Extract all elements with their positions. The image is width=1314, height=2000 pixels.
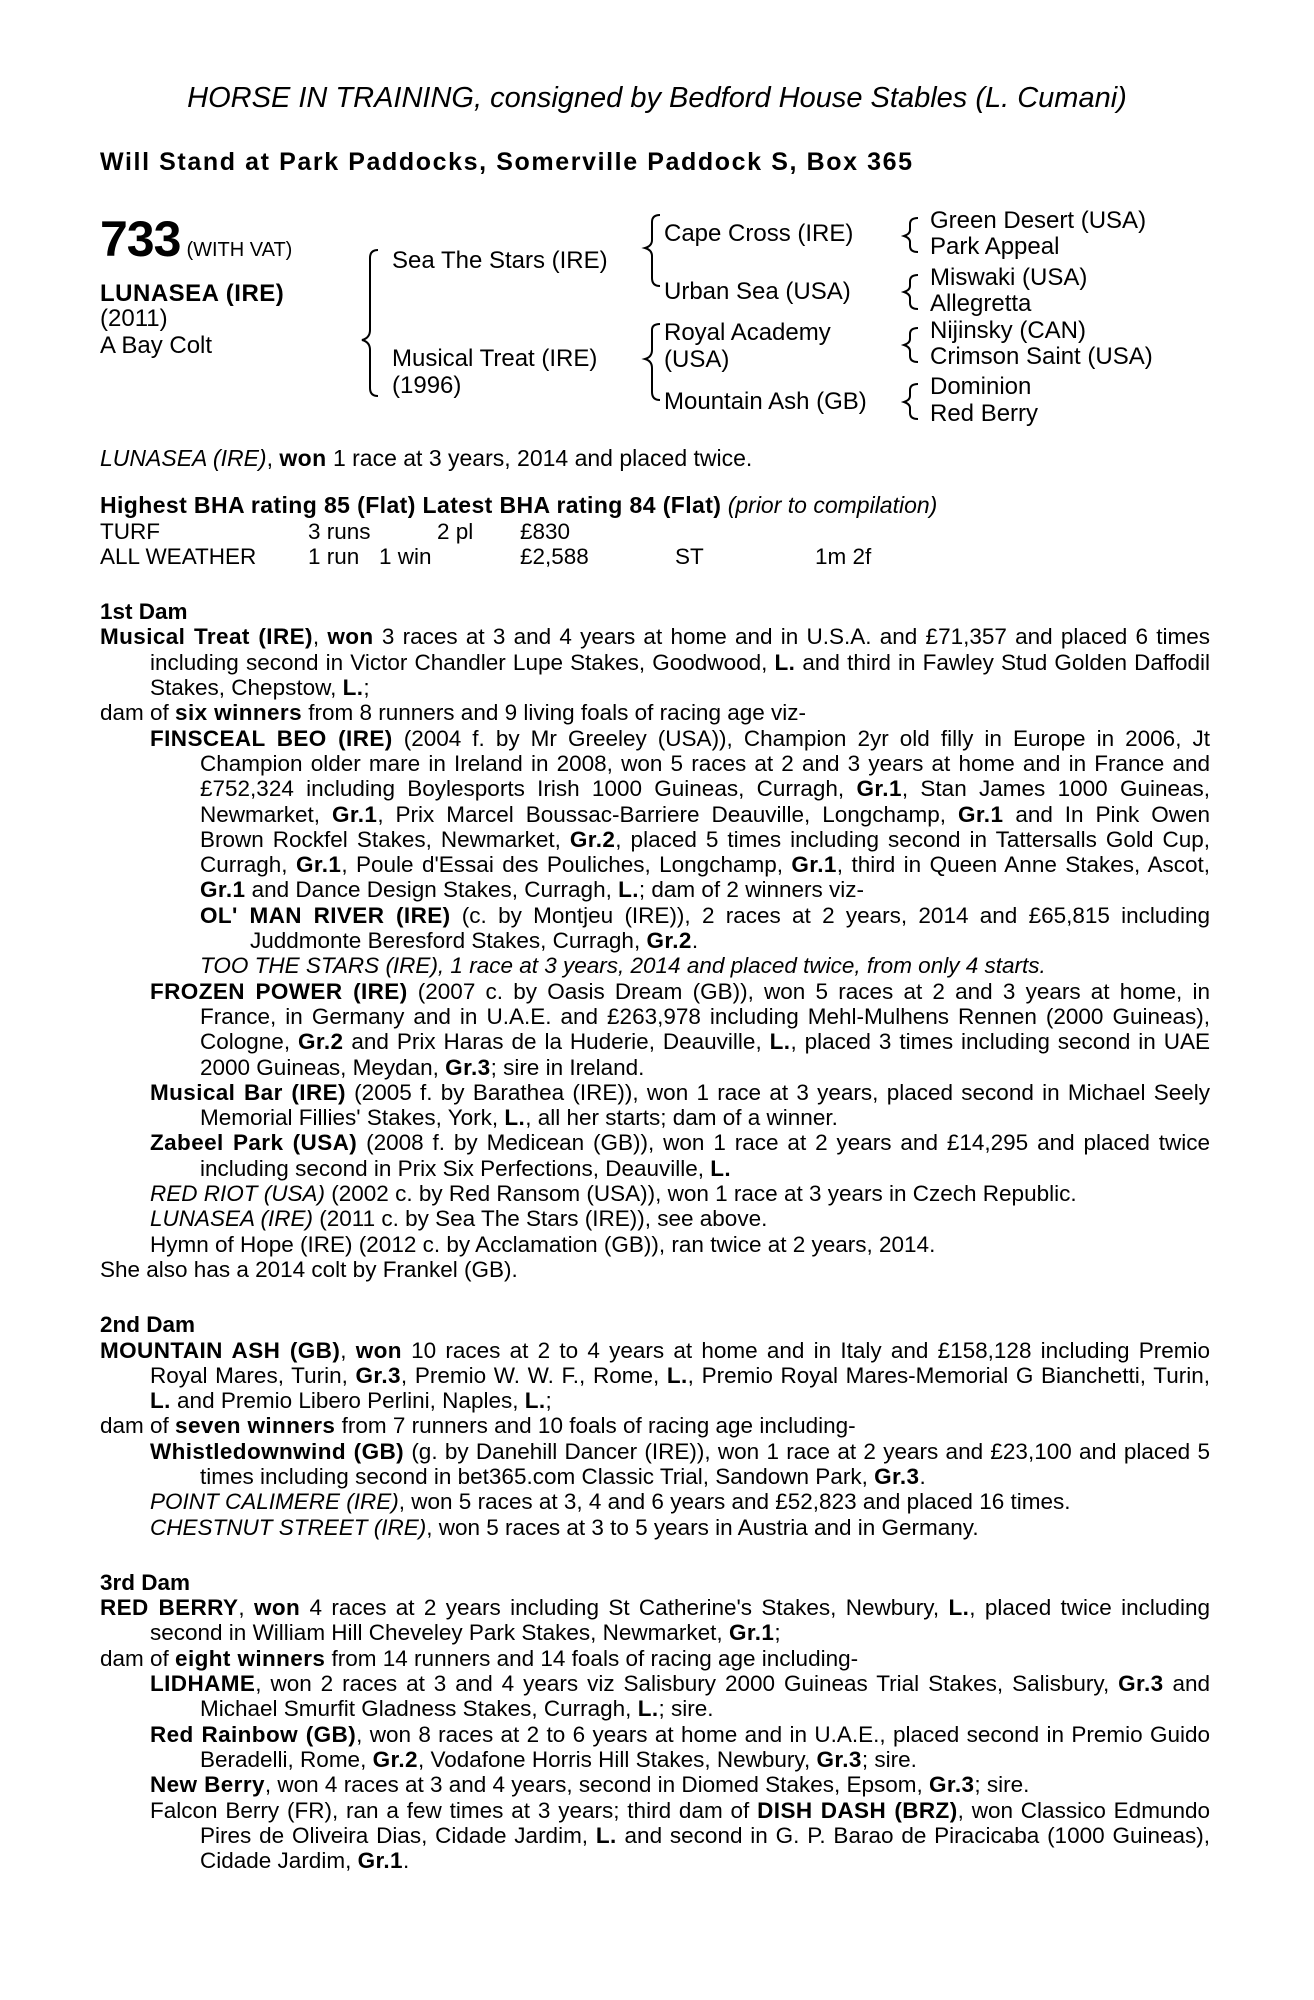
produce-red-riot: RED RIOT (USA) (2002 c. by Red Ransom (USA)), won 1 race at 3 years in Czech Republic. — [150, 1181, 1077, 1207]
first-dam-heading: 1st Dam — [100, 599, 188, 625]
turf-record: TURF 3 runs 2 pl £830 — [100, 518, 571, 544]
produce-musical-bar: Musical Bar (IRE) (2005 f. by Barathea (IRE)), won 1 race at 3 years, placed second in Michael Seely Memorial Fillies' Stakes, York, L., all her starts; dam of a winner. — [150, 1079, 1210, 1131]
pedigree-g3-8: Red Berry — [930, 400, 1039, 427]
pedigree-dam-line1: Musical Treat (IRE) — [392, 345, 598, 372]
produce-finsceal-beo: FINSCEAL BEO (IRE) (2004 f. by Mr Greeley (USA)), Champion 2yr old filly in Europe in 2006, Jt Champion older mare in Ireland in 2008, won 5 races at 2 and 3 years at home and in France and £752,324 including Boylesports Irish 1000 Guineas, Curragh, Gr.1, Stan James 1000 Guineas, Newmarket, Gr.1, Prix Marcel Boussac-Barriere Deauville, Longchamp, Gr.1 and In Pink Owen Brown Rockfel Stakes, Newmarket, Gr.2, placed 5 times including second in Tattersalls Gold Cup, Curragh, Gr.1, Poule d'Essai des Pouliches, Longchamp, Gr.1, third in Queen Anne Stakes, Ascot, Gr.1 and Dance Design Stakes, Curragh, L.; dam of 2 winners viz- — [150, 725, 1211, 903]
vat-note: (WITH VAT) — [186, 239, 293, 261]
first-dam-produce-intro: dam of six winners from 8 runners and 9 living foals of racing age viz- — [100, 700, 806, 726]
produce-frozen-power: FROZEN POWER (IRE) (2007 c. by Oasis Dream (GB)), won 5 races at 2 and 3 years at home, in France, in Germany and in U.A.E. and £263,978 including Mehl-Mulhens Rennen (2000 Guineas), Cologne, Gr.2 and Prix Haras de la Huderie, Deauville, L., placed 3 times including second in UAE 2000 Guineas, Meydan, Gr.3; sire in Ireland. — [150, 978, 1210, 1080]
first-dam-foal-note: She also has a 2014 colt by Frankel (GB). — [100, 1256, 518, 1282]
second-dam-entry: MOUNTAIN ASH (GB), won 10 races at 2 to 4 years at home and in Italy and £158,128 including Premio Royal Mares, Turin, Gr.3, Premio W. W. F., Rome, L., Premio Royal Mares-Memorial G Bianchetti, Turin, L. and Premio Libero Perlini, Naples, L.; — [100, 1337, 1210, 1414]
horse-name: LUNASEA (IRE) — [100, 280, 285, 307]
produce-whistledownwind: Whistledownwind (GB) (g. by Danehill Dancer (IRE)), won 1 race at 2 years and £23,100 and placed 5 times including second in bet365.com Classic Trial, Sandown Park, Gr.3. — [150, 1438, 1210, 1489]
pedigree-sire-sire: Cape Cross (IRE) — [664, 220, 854, 247]
horse-year: (2011) — [100, 305, 168, 332]
produce-point-calimere: POINT CALIMERE (IRE), won 5 races at 3, 4 and 6 years and £52,823 and placed 16 times. — [150, 1489, 1071, 1515]
pedigree-g3-3: Miswaki (USA) — [930, 264, 1088, 291]
produce-hymn-of-hope: Hymn of Hope (IRE) (2012 c. by Acclamation (GB)), ran twice at 2 years, 2014. — [150, 1231, 936, 1257]
produce-new-berry: New Berry, won 4 races at 3 and 4 years, second in Diomed Stakes, Epsom, Gr.3; sire. — [150, 1772, 1030, 1798]
third-dam-entry: RED BERRY, won 4 races at 2 years including St Catherine's Stakes, Newbury, L., placed twice including second in William Hill Cheveley Park Stakes, Newmarket, Gr.1; — [100, 1595, 1210, 1646]
pedigree-g3-5: Nijinsky (CAN) — [930, 317, 1086, 344]
produce-ol-man-river: OL' MAN RIVER (IRE) (c. by Montjeu (IRE)), 2 races at 2 years, 2014 and £65,815 including Juddmonte Beresford Stakes, Curragh, Gr.2. — [200, 902, 1210, 954]
pedigree-g3-1: Green Desert (USA) — [930, 207, 1147, 234]
produce-too-the-stars: TOO THE STARS (IRE), 1 race at 3 years, 2014 and placed twice, from only 4 starts. — [200, 953, 1046, 979]
pedigree-dam-line2: (1996) — [392, 372, 462, 399]
race-summary: LUNASEA (IRE), won 1 race at 3 years, 2014 and placed twice. — [100, 445, 753, 471]
second-dam-heading: 2nd Dam — [100, 1312, 196, 1338]
produce-chestnut-street: CHESTNUT STREET (IRE), won 5 races at 3 to 5 years in Austria and in Germany. — [150, 1514, 979, 1540]
third-dam-produce-intro: dam of eight winners from 14 runners and 14 foals of racing age including- — [100, 1645, 859, 1671]
produce-zabeel-park: Zabeel Park (USA) (2008 f. by Medicean (GB)), won 1 race at 2 years and £14,295 and placed twice including second in Prix Six Perfections, Deauville, L. — [150, 1130, 1210, 1181]
pedigree-sire-dam: Urban Sea (USA) — [664, 278, 851, 305]
lot-number: 733 — [100, 211, 181, 267]
pedigree-sire: Sea The Stars (IRE) — [392, 247, 608, 274]
all-weather-record: ALL WEATHER 1 run 1 win £2,588 ST 1m 2f — [100, 543, 872, 569]
pedigree-g3-7: Dominion — [930, 373, 1032, 400]
pedigree-dam-dam: Mountain Ash (GB) — [664, 388, 867, 415]
stand-location: Will Stand at Park Paddocks, Somerville Paddock S, Box 365 — [100, 148, 914, 176]
page-header: HORSE IN TRAINING, consigned by Bedford House Stables (L. Cumani) — [187, 82, 1127, 114]
pedigree-dam-sire-line1: Royal Academy — [664, 319, 831, 346]
bha-rating: Highest BHA rating 85 (Flat) Latest BHA rating 84 (Flat) (prior to compilation) — [100, 492, 938, 519]
pedigree-g3-2: Park Appeal — [930, 233, 1060, 260]
pedigree-g3-6: Crimson Saint (USA) — [930, 343, 1153, 370]
second-dam-produce-intro: dam of seven winners from 7 runners and 10 foals of racing age including- — [100, 1413, 856, 1439]
horse-sex: A Bay Colt — [100, 332, 213, 359]
produce-red-rainbow: Red Rainbow (GB), won 8 races at 2 to 6 years at home and in U.A.E., placed second in Premio Guido Beradelli, Rome, Gr.2, Vodafone Horris Hill Stakes, Newbury, Gr.3; sire. — [150, 1721, 1211, 1772]
produce-lidhame: LIDHAME, won 2 races at 3 and 4 years viz Salisbury 2000 Guineas Trial Stakes, Salisbury, Gr.3 and Michael Smurfit Gladness Stakes, Curragh, L.; sire. — [150, 1671, 1210, 1722]
produce-falcon-berry: Falcon Berry (FR), ran a few times at 3 years; third dam of DISH DASH (BRZ), won Classico Edmundo Pires de Oliveira Dias, Cidade Jardim, L. and second in G. P. Barao de Piracicaba (1000 Guineas), Cidade Jardim, Gr.1. — [150, 1797, 1210, 1874]
pedigree-g3-4: Allegretta — [930, 290, 1032, 317]
first-dam-entry: Musical Treat (IRE), won 3 races at 3 and 4 years at home and in U.S.A. and £71,357 and placed 6 times including second in Victor Chandler Lupe Stakes, Goodwood, L. and third in Fawley Stud Golden Daffodil Stakes, Chepstow, L.; — [100, 624, 1210, 701]
catalogue-body — [100, 446, 1210, 1873]
pedigree-dam-sire-line2: (USA) — [664, 346, 730, 373]
third-dam-heading: 3rd Dam — [100, 1569, 191, 1595]
produce-lunasea: LUNASEA (IRE) (2011 c. by Sea The Stars (IRE)), see above. — [150, 1206, 768, 1232]
